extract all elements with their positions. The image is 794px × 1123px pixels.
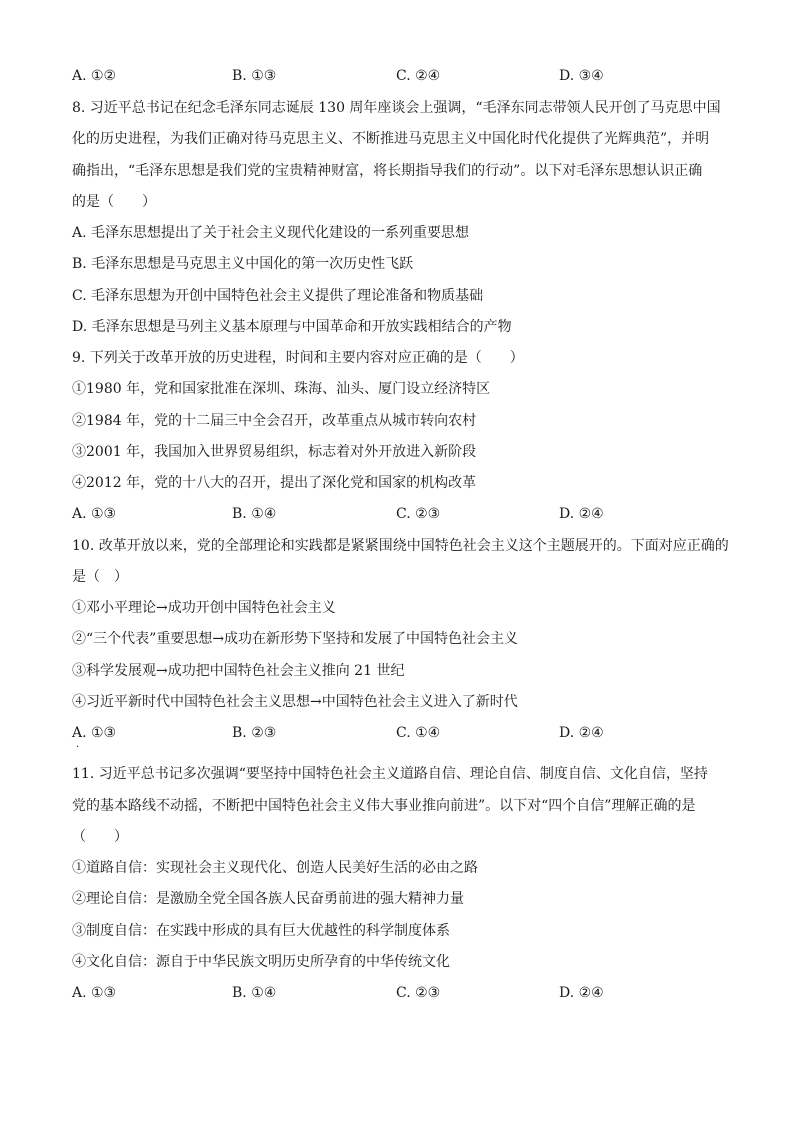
q9-item-1: ①1980 年，党和国家批准在深圳、珠海、汕头、厦门设立经济特区 (72, 381, 491, 397)
q7-option-a[interactable]: A. ①② (72, 68, 117, 84)
q8-choice-b[interactable]: B. 毛泽东思想是马克思主义中国化的第一次历史性飞跃 (72, 256, 414, 272)
q7-option-d[interactable]: D. ③④ (559, 68, 604, 84)
q8-choice-d[interactable]: D. 毛泽东思想是马列主义基本原理与中国革命和开放实践相结合的产物 (72, 319, 512, 335)
q10-option-d[interactable]: D. ②④ (559, 725, 604, 741)
q11-option-d[interactable]: D. ②④ (559, 985, 604, 1001)
q11-item-2: ②理论自信：是激励全党全国各族人民奋勇前进的强大精神力量 (72, 891, 464, 907)
q9-option-d[interactable]: D. ②④ (559, 506, 604, 522)
q10-item-2: ②“三个代表”重要思想→成功在新形势下坚持和发展了中国特色社会主义 (72, 631, 519, 647)
q10-options (72, 723, 732, 743)
q7-option-c[interactable]: C. ②④ (396, 68, 441, 84)
q9-option-b[interactable]: B. ①④ (232, 506, 277, 522)
q10-item-1: ①邓小平理论→成功开创中国特色社会主义 (72, 600, 336, 616)
q10-option-a[interactable]: A. ①③ (72, 725, 117, 741)
q8-choice-a[interactable]: A. 毛泽东思想提出了关于社会主义现代化建设的一系列重要思想 (72, 225, 470, 241)
q10-stem-line-1: 10. 改革开放以来，党的全部理论和实践都是紧紧围绕中国特色社会主义这个主题展开的。下面对应正确的 (72, 538, 729, 554)
q11-options (72, 983, 732, 1003)
q9-option-a[interactable]: A. ①③ (72, 506, 117, 522)
q10-stem-line-2: 是（ ） (72, 569, 128, 585)
q8-stem-line-3: 确指出，“毛泽东思想是我们党的宝贵精神财富，将长期指导我们的行动”。以下对毛泽东思想认识正确 (72, 163, 703, 179)
q9-item-4: ④2012 年，党的十八大的召开，提出了深化党和国家的机构改革 (72, 475, 477, 491)
q11-option-a[interactable]: A. ①③ (72, 985, 117, 1001)
q9-options (72, 504, 732, 524)
q11-stem-line-3: （ ） (72, 829, 128, 845)
q8-choice-c[interactable]: C. 毛泽东思想为开创中国特色社会主义提供了理论准备和物质基础 (72, 288, 484, 304)
q7-option-b[interactable]: B. ①③ (232, 68, 277, 84)
q8-stem-line-2: 化的历史进程，为我们正确对待马克思主义、不断推进马克思主义中国化时代化提供了光辉典范”，并明 (72, 131, 710, 147)
q11-option-b[interactable]: B. ①④ (232, 985, 277, 1001)
stray-dot-mark: . (76, 739, 80, 750)
q11-stem-line-1: 11. 习近平总书记多次强调“要坚持中国特色社会主义道路自信、理论自信、制度自信、文化自信，坚持 (72, 766, 708, 782)
q9-option-c[interactable]: C. ②③ (396, 506, 441, 522)
q9-stem: 9. 下列关于改革开放的历史进程，时间和主要内容对应正确的是（ ） (72, 350, 524, 366)
q11-stem-line-2: 党的基本路线不动摇，不断把中国特色社会主义伟大事业推向前进”。以下对“四个自信”理解正确的是 (72, 798, 696, 814)
q10-option-c[interactable]: C. ①④ (396, 725, 441, 741)
q8-stem-line-4: 的是（ ） (72, 194, 156, 210)
q9-item-3: ③2001 年，我国加入世界贸易组织，标志着对外开放进入新阶段 (72, 444, 477, 460)
q10-item-3: ③科学发展观→成功把中国特色社会主义推向 21 世纪 (72, 663, 405, 679)
q9-item-2: ②1984 年，党的十二届三中全会召开，改革重点从城市转向农村 (72, 413, 477, 429)
q8-stem-line-1: 8. 习近平总书记在纪念毛泽东同志诞辰 130 周年座谈会上强调，“毛泽东同志带领人民开创了马克思中国 (72, 100, 721, 116)
q11-item-3: ③制度自信：在实践中形成的具有巨大优越性的科学制度体系 (72, 923, 450, 939)
q11-item-4: ④文化自信：源自于中华民族文明历史所孕育的中华传统文化 (72, 954, 450, 970)
q10-option-b[interactable]: B. ②③ (232, 725, 277, 741)
q11-option-c[interactable]: C. ②③ (396, 985, 441, 1001)
q11-item-1: ①道路自信：实现社会主义现代化、创造人民美好生活的必由之路 (72, 860, 478, 876)
q10-item-4: ④习近平新时代中国特色社会主义思想→中国特色社会主义进入了新时代 (72, 694, 518, 710)
q7-options (72, 66, 732, 86)
